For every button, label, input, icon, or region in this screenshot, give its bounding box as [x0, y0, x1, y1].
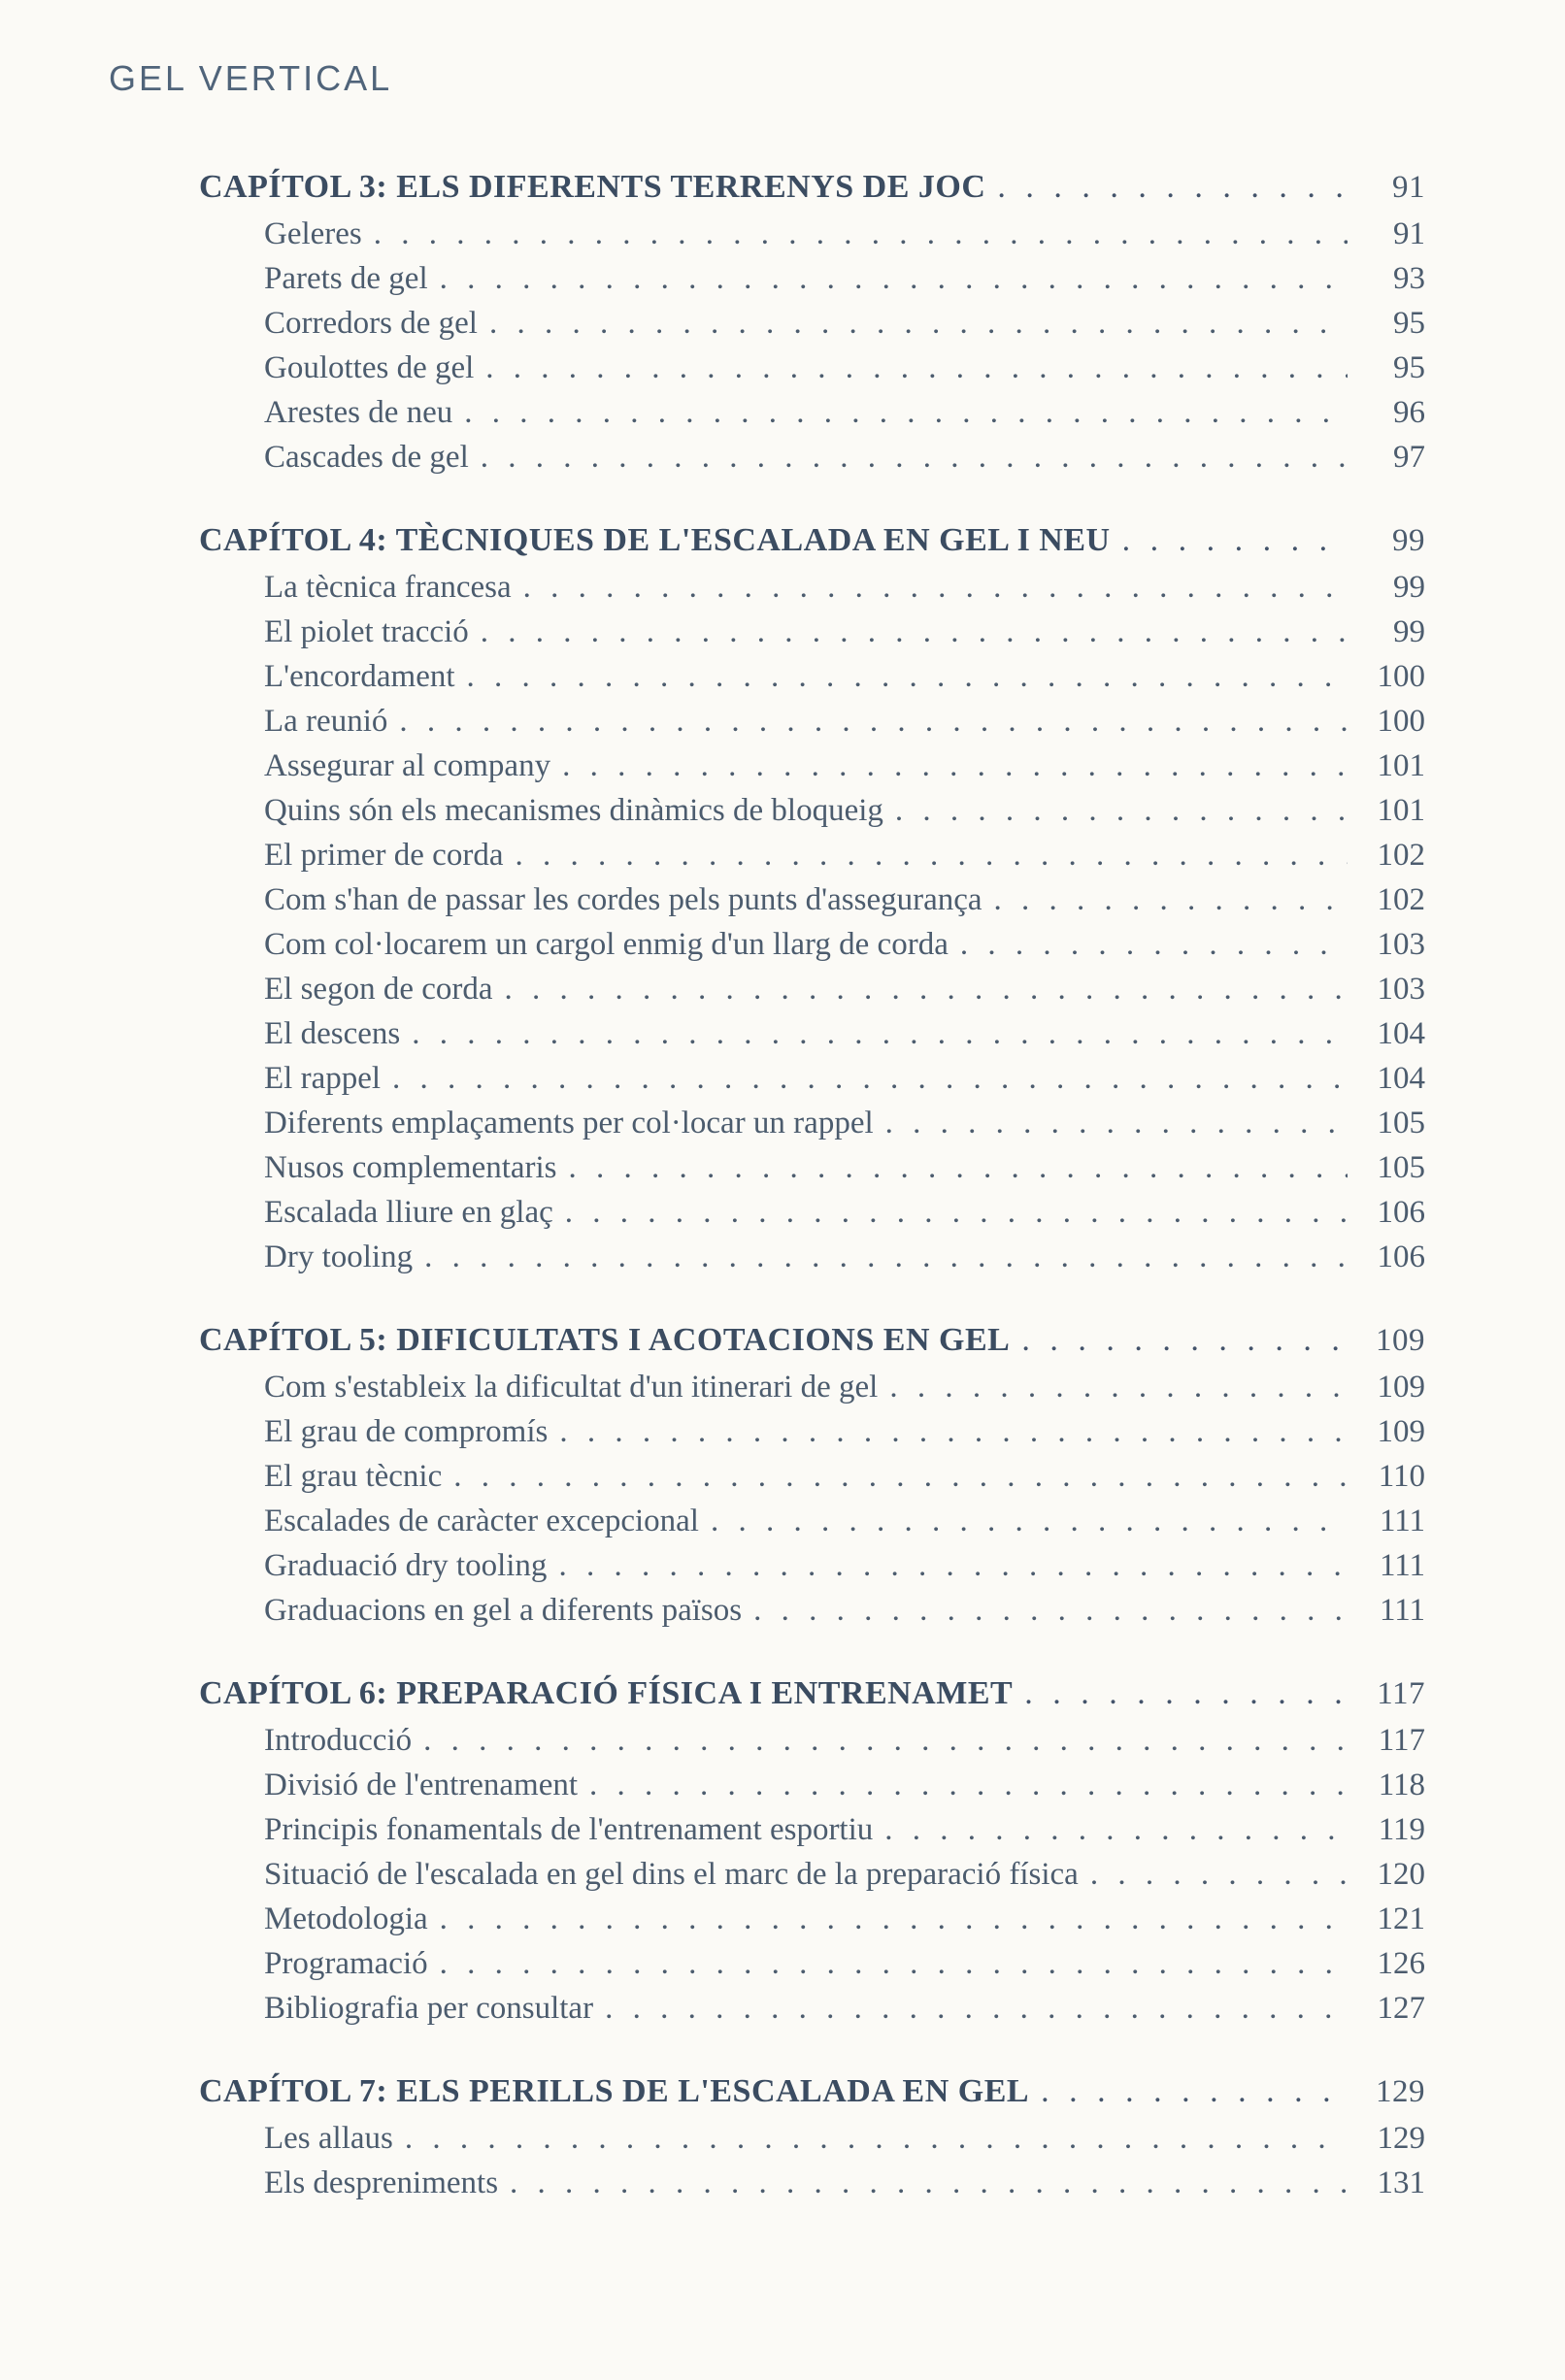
toc-entry-row	[199, 1365, 1425, 1409]
page-number: 103	[1377, 927, 1425, 962]
toc-entry-row	[199, 212, 1425, 256]
entry-label: El grau tècnic	[264, 1459, 443, 1494]
toc-entry-row	[199, 2116, 1425, 2161]
entry-label: L'encordament	[264, 659, 455, 694]
page-number: 111	[1379, 1593, 1425, 1628]
page-number: 110	[1378, 1459, 1425, 1494]
toc-entry-row	[199, 2161, 1425, 2205]
dot-leader	[589, 1763, 1348, 1807]
entry-label: La reunió	[264, 704, 388, 739]
toc-entry-row	[199, 699, 1425, 744]
page-number: 101	[1377, 793, 1425, 828]
toc-section-chapter-3	[199, 163, 1425, 479]
entry-label: Com s'estableix la dificultat d'un itinerari de gel	[264, 1370, 879, 1405]
dot-leader	[889, 1365, 1348, 1409]
dot-leader	[885, 1101, 1348, 1145]
toc-entry-row	[199, 744, 1425, 788]
entry-label: Programació	[264, 1946, 428, 1981]
page-number: 119	[1378, 1812, 1425, 1847]
toc-entry-row	[199, 1101, 1425, 1145]
page-number: 104	[1377, 1016, 1425, 1051]
dot-leader	[558, 1543, 1348, 1588]
entry-label: El grau de compromís	[264, 1414, 549, 1449]
dot-leader	[565, 1190, 1348, 1235]
page-number: 126	[1377, 1946, 1425, 1981]
entry-label: La tècnica francesa	[264, 570, 512, 605]
page-number: 129	[1377, 2121, 1425, 2156]
entry-label: Les allaus	[264, 2121, 393, 2156]
toc-entry-row	[199, 788, 1425, 833]
toc-entry-row	[199, 1235, 1425, 1279]
entry-label: Introducció	[264, 1723, 413, 1758]
dot-leader	[1024, 1669, 1348, 1718]
page-number: 127	[1377, 1991, 1425, 2026]
toc-entry-row	[199, 967, 1425, 1011]
dot-leader	[753, 1588, 1348, 1633]
entry-label: Diferents emplaçaments per col·locar un rappel	[264, 1106, 874, 1140]
dot-leader	[423, 1718, 1348, 1763]
toc-entry-row	[199, 1588, 1425, 1633]
entry-label: Bibliografia per consultar	[264, 1991, 594, 2026]
entry-label: Corredors de gel	[264, 306, 478, 341]
dot-leader	[960, 922, 1348, 967]
entry-label: Assegurar al company	[264, 748, 551, 783]
page-number: 102	[1377, 882, 1425, 917]
entry-label: Metodologia	[264, 1901, 428, 1936]
table-of-contents	[199, 163, 1425, 2242]
toc-entry-row	[199, 877, 1425, 922]
toc-entry-row	[199, 1986, 1425, 2031]
dot-leader	[440, 1941, 1348, 1986]
dot-leader	[440, 1897, 1348, 1941]
toc-entry-row	[199, 1941, 1425, 1986]
toc-entry-row	[199, 301, 1425, 346]
entry-label: Arestes de neu	[264, 395, 453, 430]
dot-leader	[464, 390, 1348, 435]
dot-leader	[405, 2116, 1348, 2161]
page-number: 101	[1377, 748, 1425, 783]
page-number: 109	[1376, 1323, 1425, 1358]
page-number: 91	[1393, 216, 1425, 251]
page-number: 105	[1377, 1106, 1425, 1140]
toc-chapter-row	[199, 1669, 1425, 1718]
toc-chapter-row	[199, 1316, 1425, 1365]
dot-leader	[711, 1499, 1348, 1543]
toc-entry-row	[199, 435, 1425, 479]
page-number: 95	[1393, 350, 1425, 385]
entry-label: Dry tooling	[264, 1240, 414, 1274]
entry-label: Geleres	[264, 216, 362, 251]
toc-entry-row	[199, 346, 1425, 390]
entry-label: Cascades de gel	[264, 440, 469, 475]
dot-leader	[523, 565, 1348, 610]
toc-entry-row	[199, 1499, 1425, 1543]
entry-label: El primer de corda	[264, 838, 504, 873]
entry-label: Parets de gel	[264, 261, 428, 296]
entry-label: Els despreniments	[264, 2165, 499, 2200]
page-number: 99	[1392, 523, 1425, 558]
page-number: 96	[1393, 395, 1425, 430]
entry-label: Graduacions en gel a diferents països	[264, 1593, 743, 1628]
toc-entry-row	[199, 922, 1425, 967]
entry-label: Nusos complementaris	[264, 1150, 557, 1185]
toc-chapter-row	[199, 516, 1425, 565]
page-number: 111	[1379, 1548, 1425, 1583]
toc-section-chapter-5	[199, 1316, 1425, 1633]
dot-leader	[440, 256, 1348, 301]
page-number: 117	[1378, 1723, 1425, 1758]
toc-chapter-row	[199, 2067, 1425, 2116]
entry-label: Principis fonamentals de l'entrenament esportiu	[264, 1812, 874, 1847]
entry-label: El rappel	[264, 1061, 382, 1096]
dot-leader	[505, 967, 1349, 1011]
page-number: 104	[1377, 1061, 1425, 1096]
dot-leader	[481, 610, 1348, 654]
entry-label: Com s'han de passar les cordes pels punts d'assegurança	[264, 882, 982, 917]
page-number: 93	[1393, 261, 1425, 296]
chapter-title: CAPÍTOL 7: ELS PERILLS DE L'ESCALADA EN GEL	[199, 2073, 1030, 2109]
toc-entry-row	[199, 1807, 1425, 1852]
toc-section-chapter-4	[199, 516, 1425, 1279]
dot-leader	[481, 435, 1348, 479]
page-number: 121	[1377, 1901, 1425, 1936]
toc-entry-row	[199, 565, 1425, 610]
dot-leader	[467, 654, 1348, 699]
page-number: 99	[1393, 614, 1425, 649]
dot-leader	[1041, 2067, 1348, 2116]
chapter-title: CAPÍTOL 5: DIFICULTATS I ACOTACIONS EN GEL	[199, 1322, 1011, 1358]
page-number: 109	[1377, 1370, 1425, 1405]
entry-label: Divisió de l'entrenament	[264, 1768, 579, 1802]
running-head: GEL VERTICAL	[109, 58, 393, 98]
dot-leader	[997, 163, 1348, 212]
toc-entry-row	[199, 1543, 1425, 1588]
page-number: 109	[1377, 1414, 1425, 1449]
toc-entry-row	[199, 1454, 1425, 1499]
dot-leader	[489, 301, 1348, 346]
entry-label: El piolet tracció	[264, 614, 469, 649]
dot-leader	[510, 2161, 1348, 2205]
entry-label: Graduació dry tooling	[264, 1548, 548, 1583]
dot-leader	[562, 744, 1348, 788]
page-number: 106	[1377, 1195, 1425, 1230]
page-number: 105	[1377, 1150, 1425, 1185]
dot-leader	[1090, 1852, 1348, 1897]
dot-leader	[884, 1807, 1348, 1852]
page-number: 97	[1393, 440, 1425, 475]
dot-leader	[485, 346, 1348, 390]
dot-leader	[412, 1011, 1348, 1056]
page-number: 129	[1376, 2074, 1425, 2109]
dot-leader	[605, 1986, 1348, 2031]
dot-leader	[453, 1454, 1348, 1499]
dot-leader	[559, 1409, 1348, 1454]
dot-leader	[994, 877, 1348, 922]
dot-leader	[569, 1145, 1348, 1190]
entry-label: El segon de corda	[264, 972, 493, 1007]
toc-entry-row	[199, 1056, 1425, 1101]
toc-entry-row	[199, 1011, 1425, 1056]
dot-leader	[1122, 516, 1348, 565]
entry-label: Com col·locarem un cargol enmig d'un llarg de corda	[264, 927, 949, 962]
toc-entry-row	[199, 1763, 1425, 1807]
entry-label: Goulottes de gel	[264, 350, 475, 385]
page-number: 100	[1377, 704, 1425, 739]
toc-entry-row	[199, 390, 1425, 435]
page-number: 99	[1393, 570, 1425, 605]
toc-entry-row	[199, 1409, 1425, 1454]
entry-label: Quins són els mecanismes dinàmics de bloqueig	[264, 793, 883, 828]
page-number: 103	[1377, 972, 1425, 1007]
toc-entry-row	[199, 610, 1425, 654]
page-number: 131	[1377, 2165, 1425, 2200]
dot-leader	[392, 1056, 1348, 1101]
dot-leader	[895, 788, 1348, 833]
chapter-title: CAPÍTOL 4: TÈCNIQUES DE L'ESCALADA EN GEL I NEU	[199, 522, 1111, 558]
toc-section-chapter-6	[199, 1669, 1425, 2031]
page-number: 118	[1378, 1768, 1425, 1802]
chapter-title: CAPÍTOL 6: PREPARACIÓ FÍSICA I ENTRENAMET	[199, 1675, 1014, 1711]
toc-entry-row	[199, 1718, 1425, 1763]
entry-label: Situació de l'escalada en gel dins el marc de la preparació física	[264, 1857, 1079, 1892]
page-number: 100	[1377, 659, 1425, 694]
page-number: 117	[1377, 1676, 1425, 1711]
entry-label: Escalada lliure en glaç	[264, 1195, 553, 1230]
toc-entry-row	[199, 833, 1425, 877]
toc-entry-row	[199, 1897, 1425, 1941]
dot-leader	[1021, 1316, 1348, 1365]
page-number: 102	[1377, 838, 1425, 873]
chapter-title: CAPÍTOL 3: ELS DIFERENTS TERRENYS DE JOC	[199, 169, 986, 205]
toc-entry-row	[199, 1190, 1425, 1235]
page-number: 111	[1379, 1504, 1425, 1538]
toc-section-chapter-7	[199, 2067, 1425, 2205]
toc-entry-row	[199, 256, 1425, 301]
toc-entry-row	[199, 1145, 1425, 1190]
page-number: 95	[1393, 306, 1425, 341]
entry-label: El descens	[264, 1016, 401, 1051]
dot-leader	[424, 1235, 1348, 1279]
entry-label: Escalades de caràcter excepcional	[264, 1504, 699, 1538]
toc-entry-row	[199, 654, 1425, 699]
page-number: 91	[1392, 170, 1425, 205]
dot-leader	[399, 699, 1348, 744]
page-number: 106	[1377, 1240, 1425, 1274]
dot-leader	[374, 212, 1348, 256]
dot-leader	[515, 833, 1348, 877]
page-number: 120	[1377, 1857, 1425, 1892]
toc-chapter-row	[199, 163, 1425, 212]
toc-entry-row	[199, 1852, 1425, 1897]
